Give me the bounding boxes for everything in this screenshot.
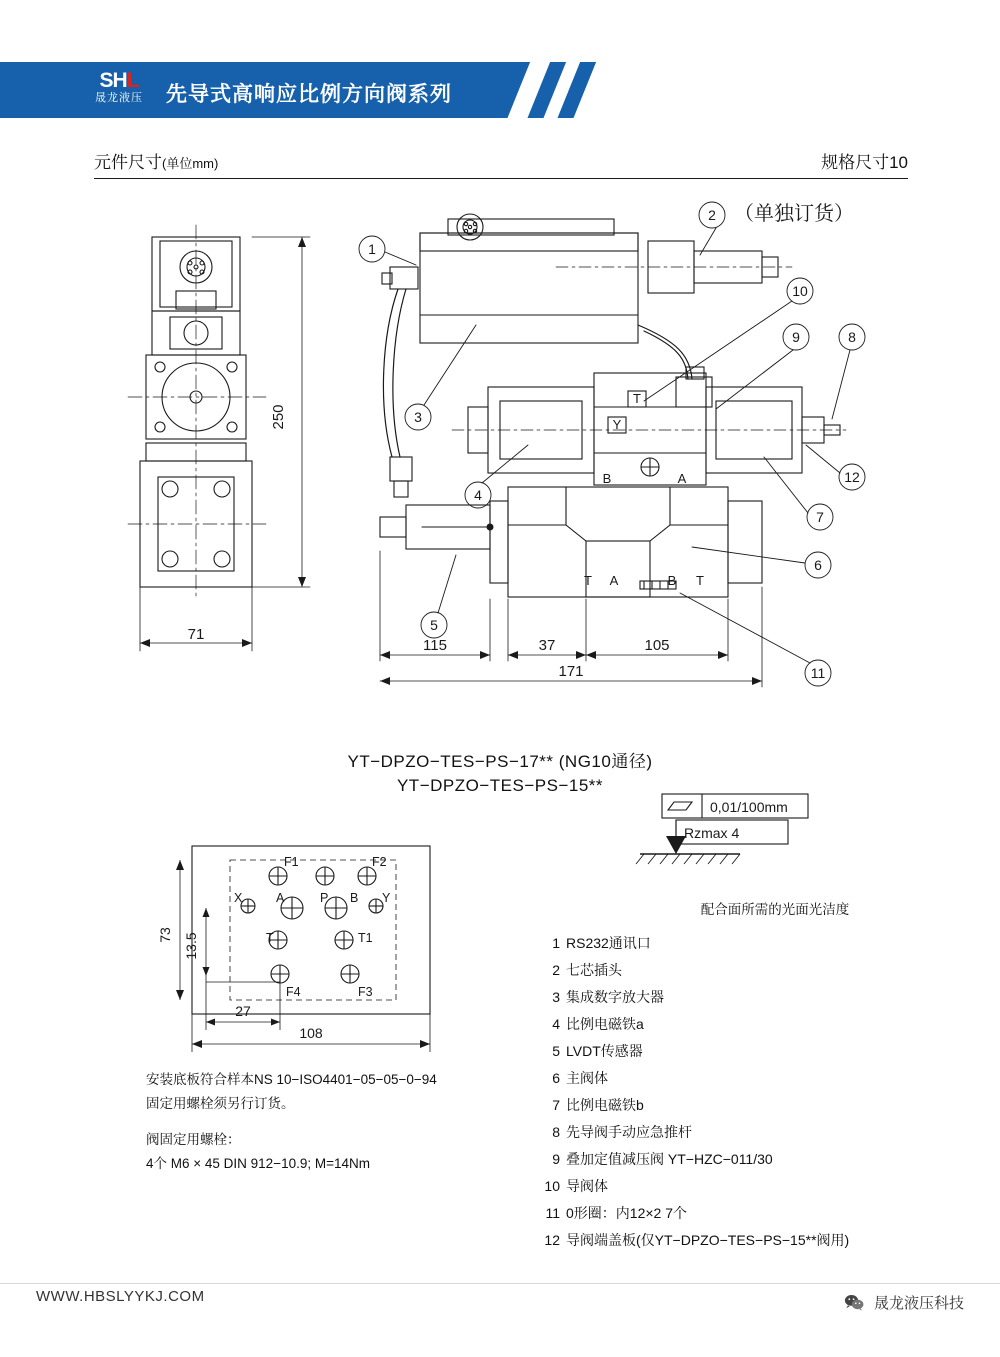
svg-text:115: 115 bbox=[423, 637, 447, 654]
svg-text:Y: Y bbox=[612, 417, 622, 432]
legend-number: 5 bbox=[552, 1043, 560, 1059]
legend-number: 12 bbox=[544, 1232, 560, 1248]
legend-item bbox=[538, 984, 978, 1011]
svg-text:P: P bbox=[320, 891, 329, 905]
legend-number: 1 bbox=[552, 935, 560, 951]
legend-label: 七芯插头 bbox=[566, 962, 622, 978]
logo-mark: SHL bbox=[99, 69, 139, 92]
svg-text:B: B bbox=[350, 891, 359, 905]
footer-wechat bbox=[844, 1292, 964, 1313]
svg-text:A: A bbox=[677, 471, 687, 486]
svg-text:T: T bbox=[584, 573, 592, 588]
mounting-plate-drawing bbox=[120, 830, 540, 1070]
svg-text:7: 7 bbox=[816, 509, 824, 525]
surface-finish-caption: 配合面所需的光面光洁度 bbox=[700, 902, 850, 917]
legend-label: 导阀端盖板(仅YT−DPZO−TES−PS−15**阀用) bbox=[566, 1232, 850, 1248]
svg-text:171: 171 bbox=[558, 663, 584, 680]
svg-text:71: 71 bbox=[187, 626, 205, 643]
svg-text:T: T bbox=[266, 931, 274, 945]
roughness-value: Rzmax 4 bbox=[684, 825, 740, 841]
legend-number: 7 bbox=[552, 1097, 560, 1113]
svg-text:13.5: 13.5 bbox=[183, 932, 199, 960]
svg-text:5: 5 bbox=[430, 617, 438, 633]
legend-item bbox=[538, 1227, 978, 1254]
svg-text:T: T bbox=[633, 391, 641, 406]
legend-number: 9 bbox=[552, 1151, 560, 1167]
svg-text:108: 108 bbox=[299, 1025, 323, 1041]
surface-finish-symbol bbox=[620, 788, 950, 898]
logo-subtitle: 晟龙液压 bbox=[95, 92, 143, 104]
section-title-unit: (单位mm) bbox=[162, 156, 219, 171]
plate-note-line-4: 4个 M6 × 45 DIN 912−10.9; M=14Nm bbox=[146, 1156, 370, 1171]
legend-label: 比例电磁铁b bbox=[566, 1097, 644, 1113]
legend-number: 2 bbox=[552, 962, 560, 978]
plate-note-line-3: 阀固定用螺栓： bbox=[146, 1132, 241, 1147]
svg-text:27: 27 bbox=[235, 1003, 251, 1019]
legend-item bbox=[538, 1119, 978, 1146]
svg-text:10: 10 bbox=[792, 283, 808, 299]
svg-text:（单独订货）: （单独订货） bbox=[734, 203, 854, 225]
svg-text:37: 37 bbox=[538, 637, 556, 654]
header-banner-slant bbox=[498, 62, 628, 118]
size-spec-label: 规格尺寸10 bbox=[821, 153, 908, 172]
svg-text:1: 1 bbox=[368, 241, 376, 257]
legend-item bbox=[538, 930, 978, 957]
svg-text:F3: F3 bbox=[358, 985, 373, 999]
mounting-plate-note bbox=[146, 1068, 516, 1176]
assembly-drawing bbox=[0, 195, 1000, 715]
legend-item bbox=[538, 1065, 978, 1092]
legend-number: 10 bbox=[544, 1178, 560, 1194]
legend-list bbox=[538, 930, 978, 1254]
legend-number: 4 bbox=[552, 1016, 560, 1032]
plate-note-line-2: 固定用螺栓须另行订货。 bbox=[146, 1096, 295, 1111]
legend-item bbox=[538, 1038, 978, 1065]
svg-text:F1: F1 bbox=[284, 855, 299, 869]
section-title bbox=[94, 148, 218, 173]
svg-text:9: 9 bbox=[792, 329, 800, 345]
header-divider bbox=[94, 178, 908, 179]
legend-label: 比例电磁铁a bbox=[566, 1016, 644, 1032]
legend-item bbox=[538, 1173, 978, 1200]
svg-text:T: T bbox=[696, 573, 704, 588]
model-line-2: YT−DPZO−TES−PS−15** bbox=[396, 776, 604, 795]
legend-label: 叠加定值减压阀 YT−HZC−011/30 bbox=[566, 1151, 773, 1167]
legend-number: 6 bbox=[552, 1070, 560, 1086]
legend-label: 导阀体 bbox=[566, 1178, 608, 1194]
plate-note-line-1: 安装底板符合样本NS 10−ISO4401−05−05−0−94 bbox=[146, 1072, 437, 1087]
section-title-text: 元件尺寸 bbox=[94, 153, 162, 172]
legend-number: 3 bbox=[552, 989, 560, 1005]
svg-text:105: 105 bbox=[644, 637, 670, 654]
svg-text:4: 4 bbox=[474, 487, 482, 503]
svg-text:73: 73 bbox=[157, 927, 173, 943]
svg-text:6: 6 bbox=[814, 557, 822, 573]
svg-text:F2: F2 bbox=[372, 855, 387, 869]
svg-text:250: 250 bbox=[270, 404, 287, 430]
legend-item bbox=[538, 957, 978, 984]
svg-text:F4: F4 bbox=[286, 985, 301, 999]
legend-item bbox=[538, 1011, 978, 1038]
svg-text:A: A bbox=[276, 891, 285, 905]
legend-item bbox=[538, 1092, 978, 1119]
legend-label: RS232通讯口 bbox=[566, 935, 651, 951]
legend-item bbox=[538, 1200, 978, 1227]
legend-label: 先导阀手动应急推杆 bbox=[566, 1124, 692, 1140]
svg-text:11: 11 bbox=[810, 665, 826, 681]
footer-website: WWW.HBSLYYKJ.COM bbox=[36, 1288, 205, 1305]
svg-text:8: 8 bbox=[848, 329, 856, 345]
legend-label: 0形圈：内12×2 7个 bbox=[566, 1205, 687, 1221]
tolerance-value: 0,01/100mm bbox=[710, 799, 788, 815]
svg-text:B: B bbox=[667, 573, 677, 588]
legend-label: LVDT传感器 bbox=[566, 1043, 643, 1059]
svg-text:12: 12 bbox=[844, 469, 860, 485]
wechat-icon bbox=[844, 1294, 864, 1311]
svg-text:T1: T1 bbox=[358, 931, 373, 945]
legend-item bbox=[538, 1146, 978, 1173]
svg-text:B: B bbox=[602, 471, 612, 486]
footer-divider bbox=[0, 1283, 1000, 1284]
svg-text:A: A bbox=[609, 573, 619, 588]
company-logo bbox=[86, 70, 152, 112]
svg-text:X: X bbox=[234, 891, 243, 905]
model-line-1: YT−DPZO−TES−PS−17** (NG10通径) bbox=[347, 752, 653, 771]
svg-text:2: 2 bbox=[708, 207, 716, 223]
legend-number: 11 bbox=[545, 1205, 560, 1221]
legend-label: 主阀体 bbox=[566, 1070, 608, 1086]
legend-number: 8 bbox=[552, 1124, 560, 1140]
page-title: 先导式高响应比例方向阀系列 bbox=[166, 83, 452, 106]
legend-label: 集成数字放大器 bbox=[566, 989, 664, 1005]
svg-text:Y: Y bbox=[382, 891, 391, 905]
svg-text:3: 3 bbox=[414, 409, 422, 425]
footer-wechat-label: 晟龙液压科技 bbox=[873, 1295, 964, 1312]
